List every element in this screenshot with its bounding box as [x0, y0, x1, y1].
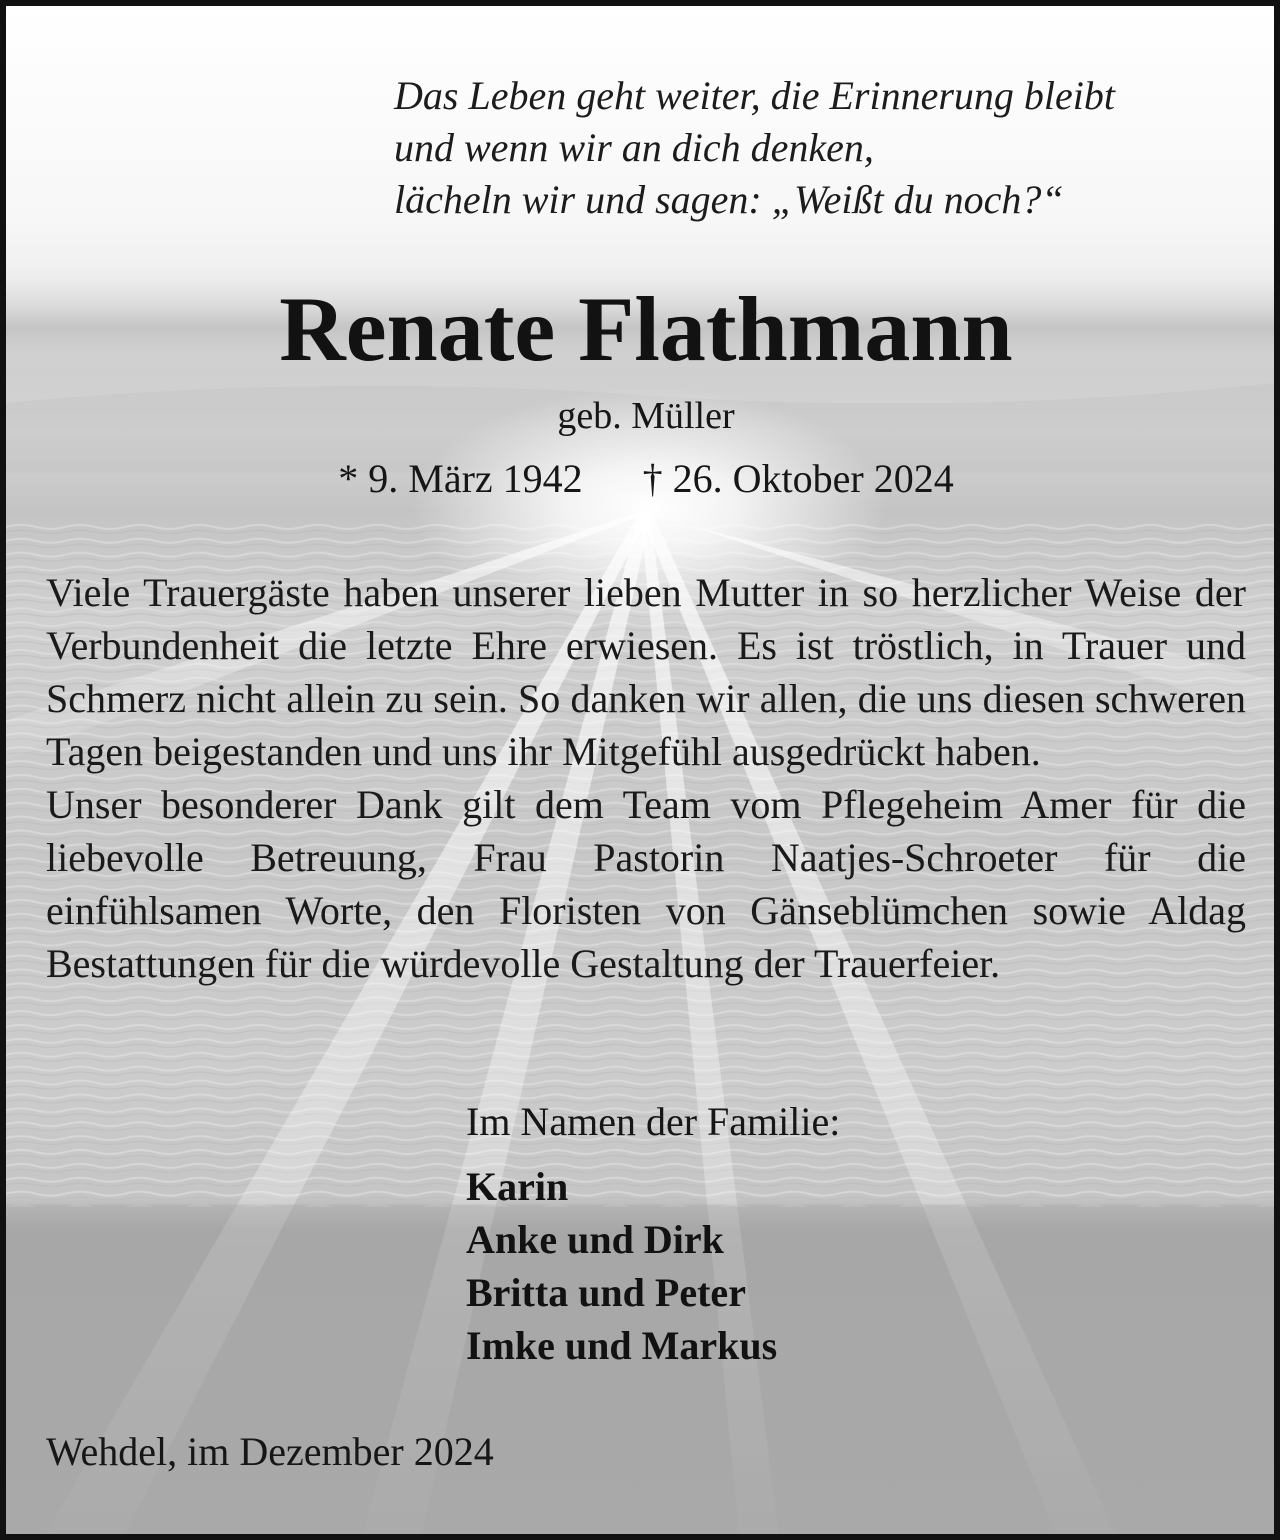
family-member: Anke und Dirk — [466, 1217, 724, 1262]
message-paragraph: Unser besonderer Dank gilt dem Team vom Pflegeheim Amer für die liebevolle Betreuung, Frau Pastorin Naatjes-Schroeter für die einfühlsamen Worte, den Floristen von Gänseblümchen sowie Aldag Bestattungen für die würdevolle Gestaltung der Trauerfeier. — [46, 782, 1246, 986]
death-date: † 26. Oktober 2024 — [642, 456, 954, 501]
family-member: Imke und Markus — [466, 1323, 778, 1368]
quote-line: lächeln wir und sagen: „Weißt du noch?“ — [394, 177, 1064, 222]
thank-you-message — [46, 566, 1246, 990]
memorial-quote — [394, 70, 1115, 226]
deceased-name: Renate Flathmann — [279, 278, 1013, 380]
family-intro: Im Namen der Familie: — [466, 1099, 841, 1144]
maiden-name: geb. Müller — [557, 395, 735, 437]
family-member: Karin — [466, 1164, 569, 1209]
family-member: Britta und Peter — [466, 1270, 746, 1315]
quote-line: Das Leben geht weiter, die Erinnerung bleibt — [394, 73, 1116, 118]
place-and-date: Wehdel, im Dezember 2024 — [46, 1429, 494, 1474]
quote-line: und wenn wir an dich denken, — [394, 125, 874, 170]
message-paragraph: Viele Trauergäste haben unserer lieben Mutter in so herzlicher Weise der Verbundenheit die letzte Ehre erwiesen. Es ist tröstlich, in Trauer und Schmerz nicht allein zu sein. So danken wir allen, die uns diesen schweren Tagen beigestanden und uns ihr Mitgefühl ausgedrückt haben. — [46, 570, 1246, 774]
birth-date: * 9. März 1942 — [338, 456, 583, 501]
life-dates — [6, 454, 1280, 504]
notice-content — [6, 6, 1274, 1534]
family-members — [466, 1160, 777, 1372]
